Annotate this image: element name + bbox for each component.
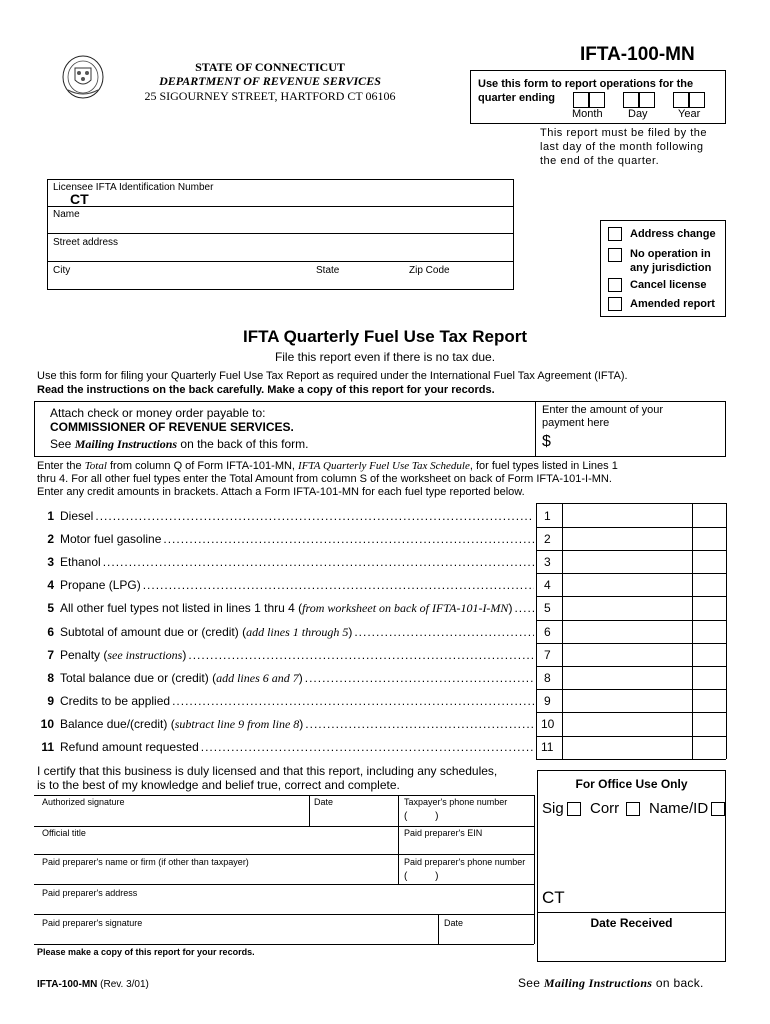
line-8: 8 Total balance due or (credit) ( add lines 6 and 7 ) ..... [34,670,534,686]
form-id: IFTA-100-MN [580,44,695,65]
no-operation-checkbox[interactable] [608,246,622,264]
preparer-phone-label: Paid preparer's phone number [404,857,526,867]
line-11-amount-field[interactable] [564,738,690,758]
licensee-id-field[interactable] [95,190,505,206]
office-corr-label: Corr [590,800,620,817]
taxpayer-phone-field[interactable]: ( ) [404,811,439,822]
state-label: State [316,265,340,276]
filing-deadline-note: This report must be filed by the last day of the month following the end of the quarter. [540,127,708,167]
preparer-signature-field[interactable] [42,928,434,943]
day-digit-2[interactable] [639,92,655,108]
month-label: Month [572,108,603,120]
line-10: 10 Balance due/(credit) ( subtract line 9 from line 8 ) ..... [34,716,534,732]
quarter-ending-label: quarter ending [478,92,556,104]
line-10-amount-field[interactable] [564,714,690,734]
city-label: City [53,265,71,276]
signature-date-field[interactable] [314,808,394,824]
cancel-license-checkbox[interactable] [608,276,622,294]
line-2-amount-field[interactable] [564,529,690,549]
copy-note: Please make a copy of this report for your records. [37,947,255,957]
line-number-cell: 4 [544,578,551,592]
line-7: 7 Penalty ( see instructions ) ..... [34,647,534,663]
department-address: 25 SIGOURNEY STREET, HARTFORD CT 06106 [144,89,396,103]
year-digit-1[interactable] [673,92,689,108]
preparer-ein-label: Paid preparer's EIN [404,828,483,838]
preparer-name-label: Paid preparer's name or firm (if other than taxpayer) [42,857,249,867]
line-1: 1 Diesel ..... [34,508,534,524]
address-change-checkbox[interactable] [608,225,622,243]
report-instructions-note: Read the instructions on the back carefully. Make a copy of this report for your records. [37,384,495,396]
month-digit-2[interactable] [589,92,605,108]
line-number-cell: 7 [544,648,551,662]
line-5: 5 All other fuel types not listed in lines 1 thru 4 ( from worksheet on back of IFTA-101-I-MN ) ..... [34,600,534,616]
form-revision: IFTA-100-MN (Rev. 3/01) [37,979,149,990]
preparer-signature-label: Paid preparer's signature [42,918,143,928]
office-sig-checkbox[interactable] [567,800,581,818]
line-number-cell: 11 [541,740,554,754]
line-number-cell: 10 [541,717,555,731]
authorized-signature-field[interactable] [42,808,304,824]
taxpayer-phone-label: Taxpayer's phone number [404,797,508,807]
line-number-cell: 2 [544,532,551,546]
licensee-id-prefix: CT [70,191,89,207]
name-field[interactable] [90,216,508,232]
line-6-amount-field[interactable] [564,622,690,642]
line-number-cell: 6 [544,625,551,639]
attach-payment-label: Attach check or money order payable to: [50,406,266,420]
office-sig-label: Sig [542,800,564,817]
mailing-reference: See Mailing Instructions on the back of this form. [50,437,309,451]
name-label: Name [53,209,80,220]
no-operation-label: No operation in any jurisdiction [630,248,712,274]
line-5-amount-field[interactable] [564,598,690,618]
zip-label: Zip Code [409,265,450,276]
line-4-amount-field[interactable] [564,575,690,595]
office-corr-checkbox[interactable] [626,800,640,818]
line-number-cell: 1 [544,509,551,523]
state-name: STATE OF CONNECTICUT [195,60,345,74]
report-subtitle: File this report even if there is no tax due. [274,350,496,364]
date-received-label: Date Received [590,916,673,930]
report-title: IFTA Quarterly Fuel Use Tax Report [242,327,528,346]
line-number-cell: 5 [544,601,551,615]
certification-statement: I certify that this business is duly licensed and that this report, including any schedules, is to the best of my knowledge and belief true, correct and complete. [37,764,498,792]
official-title-label: Official title [42,828,86,838]
line-number-cell: 3 [544,555,551,569]
line-11: 11 Refund amount requested ..... [34,739,534,755]
line-9: 9 Credits to be applied ..... [34,693,534,709]
amended-report-checkbox[interactable] [608,295,622,313]
office-use-box [537,770,726,962]
street-label: Street address [53,237,119,248]
preparer-ein-field[interactable] [404,838,530,853]
official-title-field[interactable] [42,838,392,853]
line-6: 6 Subtotal of amount due or (credit) ( add lines 1 through 5 ) ..... [34,624,534,640]
payment-amount-field[interactable] [556,434,721,452]
office-name-id-label: Name/ID [649,800,709,817]
preparer-phone-field[interactable]: ( ) [404,871,439,882]
office-name-id-checkbox[interactable] [711,800,725,818]
report-intro: Use this form for filing your Quarterly Fuel Use Tax Report as required under the International Fuel Tax Agreement (IFTA). [37,370,628,382]
day-digit-1[interactable] [623,92,639,108]
line-number-cell: 9 [544,694,551,708]
currency-symbol: $ [542,433,551,450]
department-name: DEPARTMENT OF REVENUE SERVICES [159,74,381,88]
date-label: Date [314,797,334,807]
line-2: 2 Motor fuel gasoline ..... [34,531,534,547]
licensee-id-label: Licensee IFTA Identification Number [53,182,214,193]
line-3-amount-field[interactable] [564,552,690,572]
month-digit-1[interactable] [573,92,589,108]
line-instructions: Enter the Total from column Q of Form IFTA-101-MN, IFTA Quarterly Fuel Use Tax Schedule, for fuel types listed in Lines 1 thru 4. For all other fuel types enter the Total Amount from column S of the worksheet on back of Form IFTA-101-I-MN. Enter any credit amounts in brackets. Attach a Form IFTA-101-MN for each fuel type reported below. [37,460,618,498]
mailing-instructions-note: See Mailing Instructions on back. [518,976,704,990]
preparer-address-label: Paid preparer's address [42,888,138,898]
line-4: 4 Propane (LPG) ..... [34,577,534,593]
address-change-label: Address change [630,228,716,240]
amended-report-label: Amended report [630,298,715,310]
cancel-license-label: Cancel license [630,279,707,291]
office-ct-label: CT [542,888,565,907]
line-7-amount-field[interactable] [564,645,690,665]
year-label: Year [678,108,701,120]
authorized-signature-label: Authorized signature [42,797,125,807]
line-1-amount-field[interactable] [564,505,690,525]
preparer-name-field[interactable] [42,868,392,883]
line-9-amount-field[interactable] [564,691,690,711]
office-use-title: For Office Use Only [575,777,688,791]
state-seal-icon [60,54,106,100]
payment-amount-label: Enter the amount of your payment here [542,404,664,429]
preparer-date-label: Date [444,918,464,928]
year-digit-2[interactable] [689,92,705,108]
payee-name: COMMISSIONER OF REVENUE SERVICES. [50,420,294,434]
day-label: Day [628,108,648,120]
preparer-address-field[interactable] [42,898,530,913]
street-field[interactable] [120,244,508,260]
quarter-instruction: Use this form to report operations for the [478,78,694,90]
line-8-amount-field[interactable] [564,668,690,688]
line-number-cell: 8 [544,671,551,685]
preparer-date-field[interactable] [444,928,530,943]
line-3: 3 Ethanol ..... [34,554,534,570]
